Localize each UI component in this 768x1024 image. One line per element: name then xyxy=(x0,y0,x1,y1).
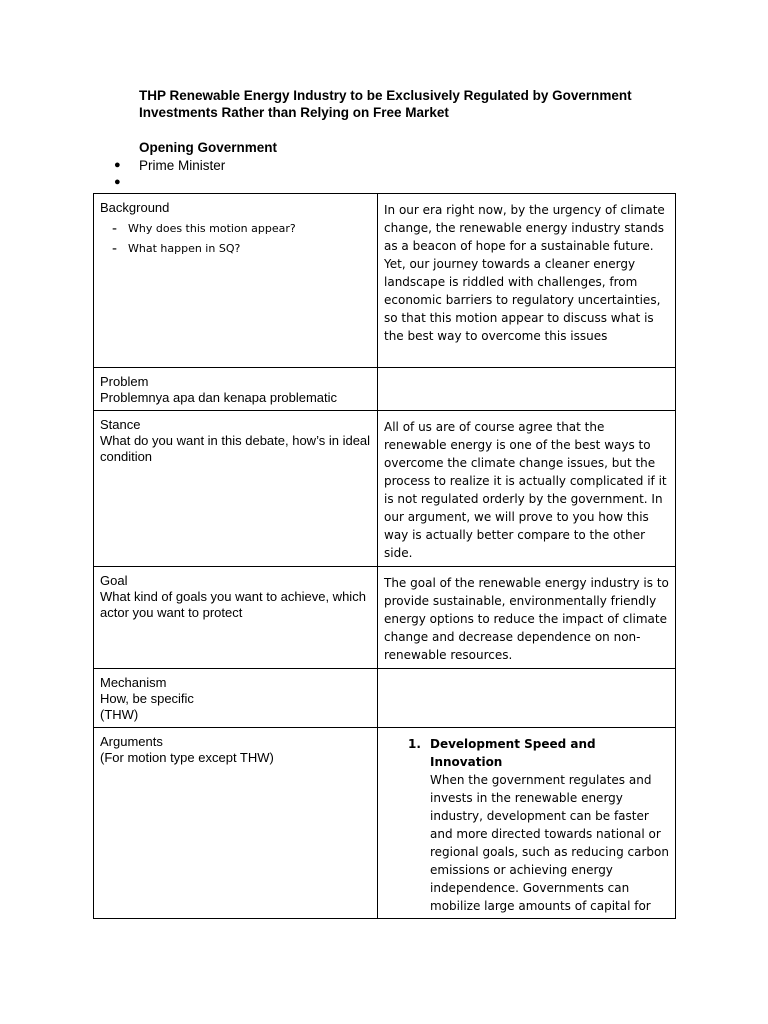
argument-number: 1. xyxy=(408,737,421,751)
problem-label: Problem xyxy=(100,374,149,389)
motion-title: THP Renewable Energy Industry to be Exclusively Regulated by Government Investments Rather than Relying on Free Market xyxy=(139,88,632,120)
stance-description: What do you want in this debate, how’s in ideal condition xyxy=(100,433,371,464)
mechanism-content xyxy=(378,669,675,680)
goal-content: The goal of the renewable energy industry is to provide sustainable, environmentally friendly energy options to reduce the impact of climate change and decrease dependence on non-renewable resources. xyxy=(384,576,669,662)
section-title: Opening Government xyxy=(139,140,278,155)
bullet-icon: ● xyxy=(114,176,121,188)
goal-description: What kind of goals you want to achieve, which actor you want to protect xyxy=(100,589,366,620)
mechanism-label-cell xyxy=(94,669,378,728)
arguments-label: Arguments xyxy=(100,734,163,749)
case-table xyxy=(93,193,676,919)
arguments-description: (For motion type except THW) xyxy=(100,750,274,765)
background-sub-list xyxy=(100,219,371,259)
sub-item-text: What happen in SQ? xyxy=(128,242,241,255)
dash-icon: - xyxy=(112,240,117,257)
stance-content: All of us are of course agree that the renewable energy is one of the best ways to overcome the climate change issues, but the process to realize it is actually complicated if it is not regulated orderly by the government. In our argument, we will prove to you how this way is actually better compare to the other side. xyxy=(384,420,667,560)
table-row-problem xyxy=(94,368,676,411)
list-item xyxy=(384,735,669,913)
problem-content xyxy=(378,368,675,379)
sub-item-text: Why does this motion appear? xyxy=(128,222,296,235)
table-row-background xyxy=(94,194,676,368)
background-content: In our era right now, by the urgency of climate change, the renewable energy industry stands as a beacon of hope for a sustainable future. Yet, our journey towards a cleaner energy landscape is riddled with challenges, from economic barriers to regulatory uncertainties, so that this motion appear to discuss what is the best way to overcome this issues xyxy=(384,203,665,343)
table-row-mechanism xyxy=(94,669,676,728)
argument-heading: Development Speed and Innovation xyxy=(430,737,596,769)
arguments-label-cell xyxy=(94,728,378,919)
list-item xyxy=(100,219,371,239)
goal-label: Goal xyxy=(100,573,128,588)
goal-content-cell xyxy=(378,567,676,669)
background-label: Background xyxy=(100,200,170,215)
mechanism-description: How, be specific xyxy=(100,691,194,706)
problem-label-cell xyxy=(94,368,378,411)
problem-content-cell xyxy=(378,368,676,411)
mechanism-label: Mechanism xyxy=(100,675,167,690)
list-item xyxy=(100,239,371,259)
speaker-item xyxy=(114,157,225,174)
speaker-label: Prime Minister xyxy=(139,158,226,173)
table-row-arguments xyxy=(94,728,676,919)
problem-description: Problemnya apa dan kenapa problematic xyxy=(100,390,338,405)
background-label-cell xyxy=(94,194,378,368)
stance-content-cell xyxy=(378,411,676,567)
stance-label: Stance xyxy=(100,417,141,432)
speaker-item xyxy=(114,174,225,191)
argument-list xyxy=(384,735,669,913)
table-row-goal xyxy=(94,567,676,669)
arguments-content-cell xyxy=(378,728,676,919)
table-row-stance xyxy=(94,411,676,567)
goal-label-cell xyxy=(94,567,378,669)
dash-icon: - xyxy=(112,220,117,237)
mechanism-content-cell xyxy=(378,669,676,728)
speaker-list xyxy=(114,157,225,191)
bullet-icon: ● xyxy=(114,159,121,171)
background-content-cell xyxy=(378,194,676,368)
stance-label-cell xyxy=(94,411,378,567)
argument-body: When the government regulates and invests in the renewable energy industry, development can be faster and more directed towards national or regional goals, such as reducing carbon emissions or achieving energy independence. Governments can mobilize large amounts of capital for xyxy=(430,773,669,913)
mechanism-note: (THW) xyxy=(100,707,139,722)
